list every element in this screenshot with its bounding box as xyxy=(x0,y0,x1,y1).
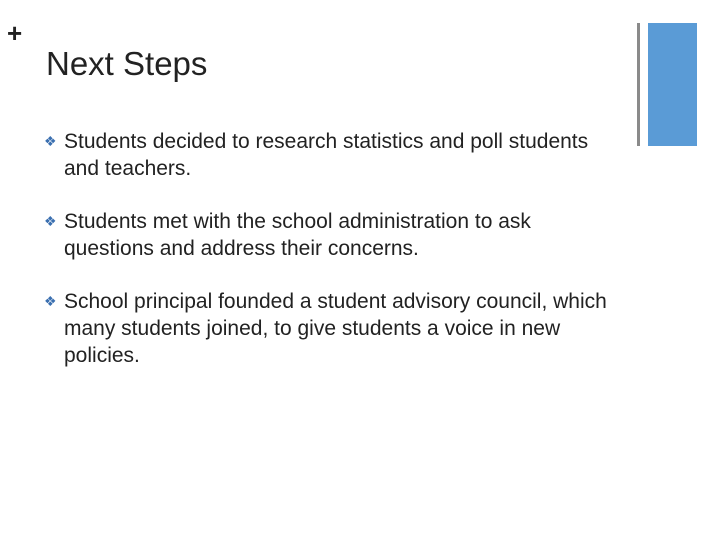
bullet-item xyxy=(44,208,634,262)
diamond-bullet-icon: ❖ xyxy=(44,133,57,149)
bullet-text: Students decided to research statistics and poll students and teachers. xyxy=(64,130,589,180)
diamond-bullet-icon: ❖ xyxy=(44,213,57,229)
bullet-item xyxy=(44,128,634,182)
decorative-accent-bar xyxy=(648,23,697,146)
bullet-list xyxy=(44,128,634,395)
decorative-divider-line xyxy=(637,23,640,146)
bullet-item xyxy=(44,288,634,369)
bullet-text: School principal founded a student advisory council, which many students joined, to give students a voice in new policies. xyxy=(64,290,607,367)
slide-title: Next Steps xyxy=(46,45,208,82)
bullet-text: Students met with the school administration to ask questions and address their concerns. xyxy=(64,210,531,260)
diamond-bullet-icon: ❖ xyxy=(44,293,57,309)
plus-icon: + xyxy=(7,18,23,48)
